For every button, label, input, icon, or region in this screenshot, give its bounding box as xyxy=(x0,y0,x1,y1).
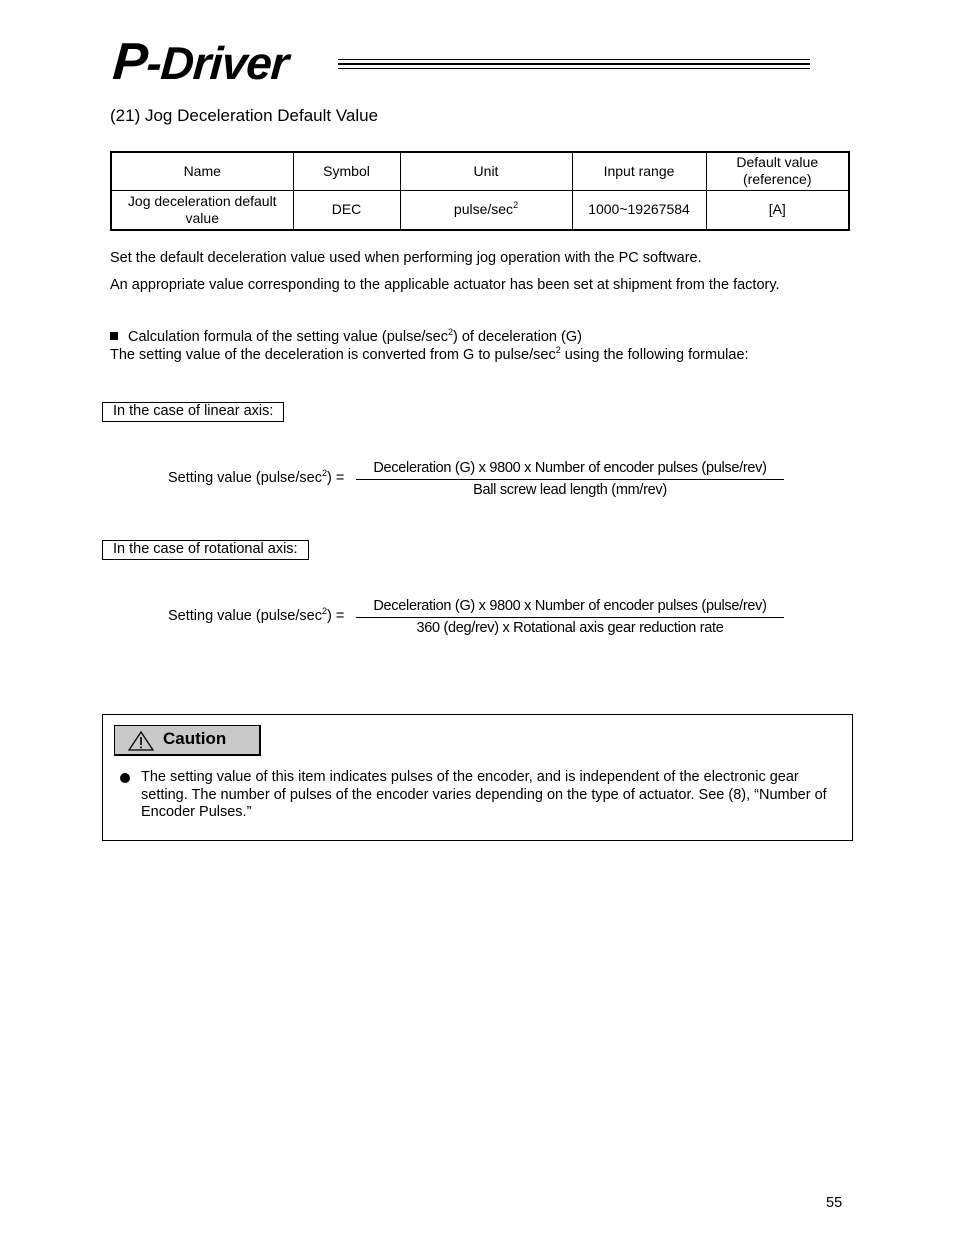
calculation-intro: The setting value of the deceleration is converted from G to pulse/$\sec^2$ using the following formulae: xyxy=(110,345,749,363)
rotational-axis-label: In the case of rotational axis: xyxy=(102,540,309,560)
p-driver-logo xyxy=(111,33,290,91)
description-paragraph-2: An appropriate value corresponding to the applicable actuator has been set at shipment from the factory. xyxy=(110,277,780,293)
formula-denominator: Ball screw lead length (mm/rev) xyxy=(473,482,667,498)
cell-symbol: DEC xyxy=(293,190,400,230)
formula-lhs: Setting value $(pulse/\sec^2)$ = xyxy=(168,468,345,486)
formula-numerator: Deceleration (G) x 9800 x Number of encoder pulses (pulse/rev) xyxy=(356,598,784,618)
caution-box xyxy=(102,714,853,841)
table-row xyxy=(111,190,849,230)
caution-text: The setting value of this item indicates pulses of the encoder, and is independent of the electronic gear setting. The number of pulses of the encoder varies depending on the type of actuator. See (8), “Number of Encoder Pulses.” xyxy=(141,769,827,820)
header-unit: Unit xyxy=(400,152,572,190)
caution-label: Caution xyxy=(163,729,227,748)
calculation-heading: Calculation formula of the setting value $(pulse/\sec^2)$ of deceleration (G) xyxy=(110,329,582,345)
page-number: 55 xyxy=(826,1195,843,1211)
description-paragraph-1: Set the default deceleration value used when performing jog operation with the PC software. xyxy=(110,250,702,266)
formula-lhs: Setting value $(pulse/\sec^2)$ = xyxy=(168,606,345,624)
header-input-range: Input range xyxy=(572,152,706,190)
header-rule xyxy=(338,59,810,72)
header-name: Name xyxy=(111,152,293,190)
square-bullet-icon xyxy=(110,332,118,340)
round-bullet-icon xyxy=(120,773,130,783)
header-symbol: Symbol xyxy=(293,152,400,190)
formula-numerator: Deceleration (G) x 9800 x Number of encoder pulses (pulse/rev) xyxy=(356,460,784,480)
formula-fraction xyxy=(356,460,784,498)
caution-tag xyxy=(114,725,261,756)
section-title: (21) Jog Deceleration Default Value xyxy=(110,106,379,125)
header-default-value: Default value (reference) xyxy=(706,152,849,190)
logo-prefix: P xyxy=(111,33,149,91)
parameter-table xyxy=(110,151,850,231)
cell-name: Jog deceleration default value xyxy=(111,190,293,230)
cell-default-value: [A] xyxy=(706,190,849,230)
cell-input-range: 1000~19267584 xyxy=(572,190,706,230)
warning-triangle-icon xyxy=(128,731,154,751)
formula-denominator: 360 (deg/rev) x Rotational axis gear reduction rate xyxy=(416,620,724,636)
linear-axis-label: In the case of linear axis: xyxy=(102,402,284,422)
table-header-row xyxy=(111,152,849,190)
formula-fraction xyxy=(356,598,784,636)
logo-suffix: -Driver xyxy=(144,37,290,89)
cell-unit: pulse/$\sec^2$ xyxy=(400,190,572,230)
